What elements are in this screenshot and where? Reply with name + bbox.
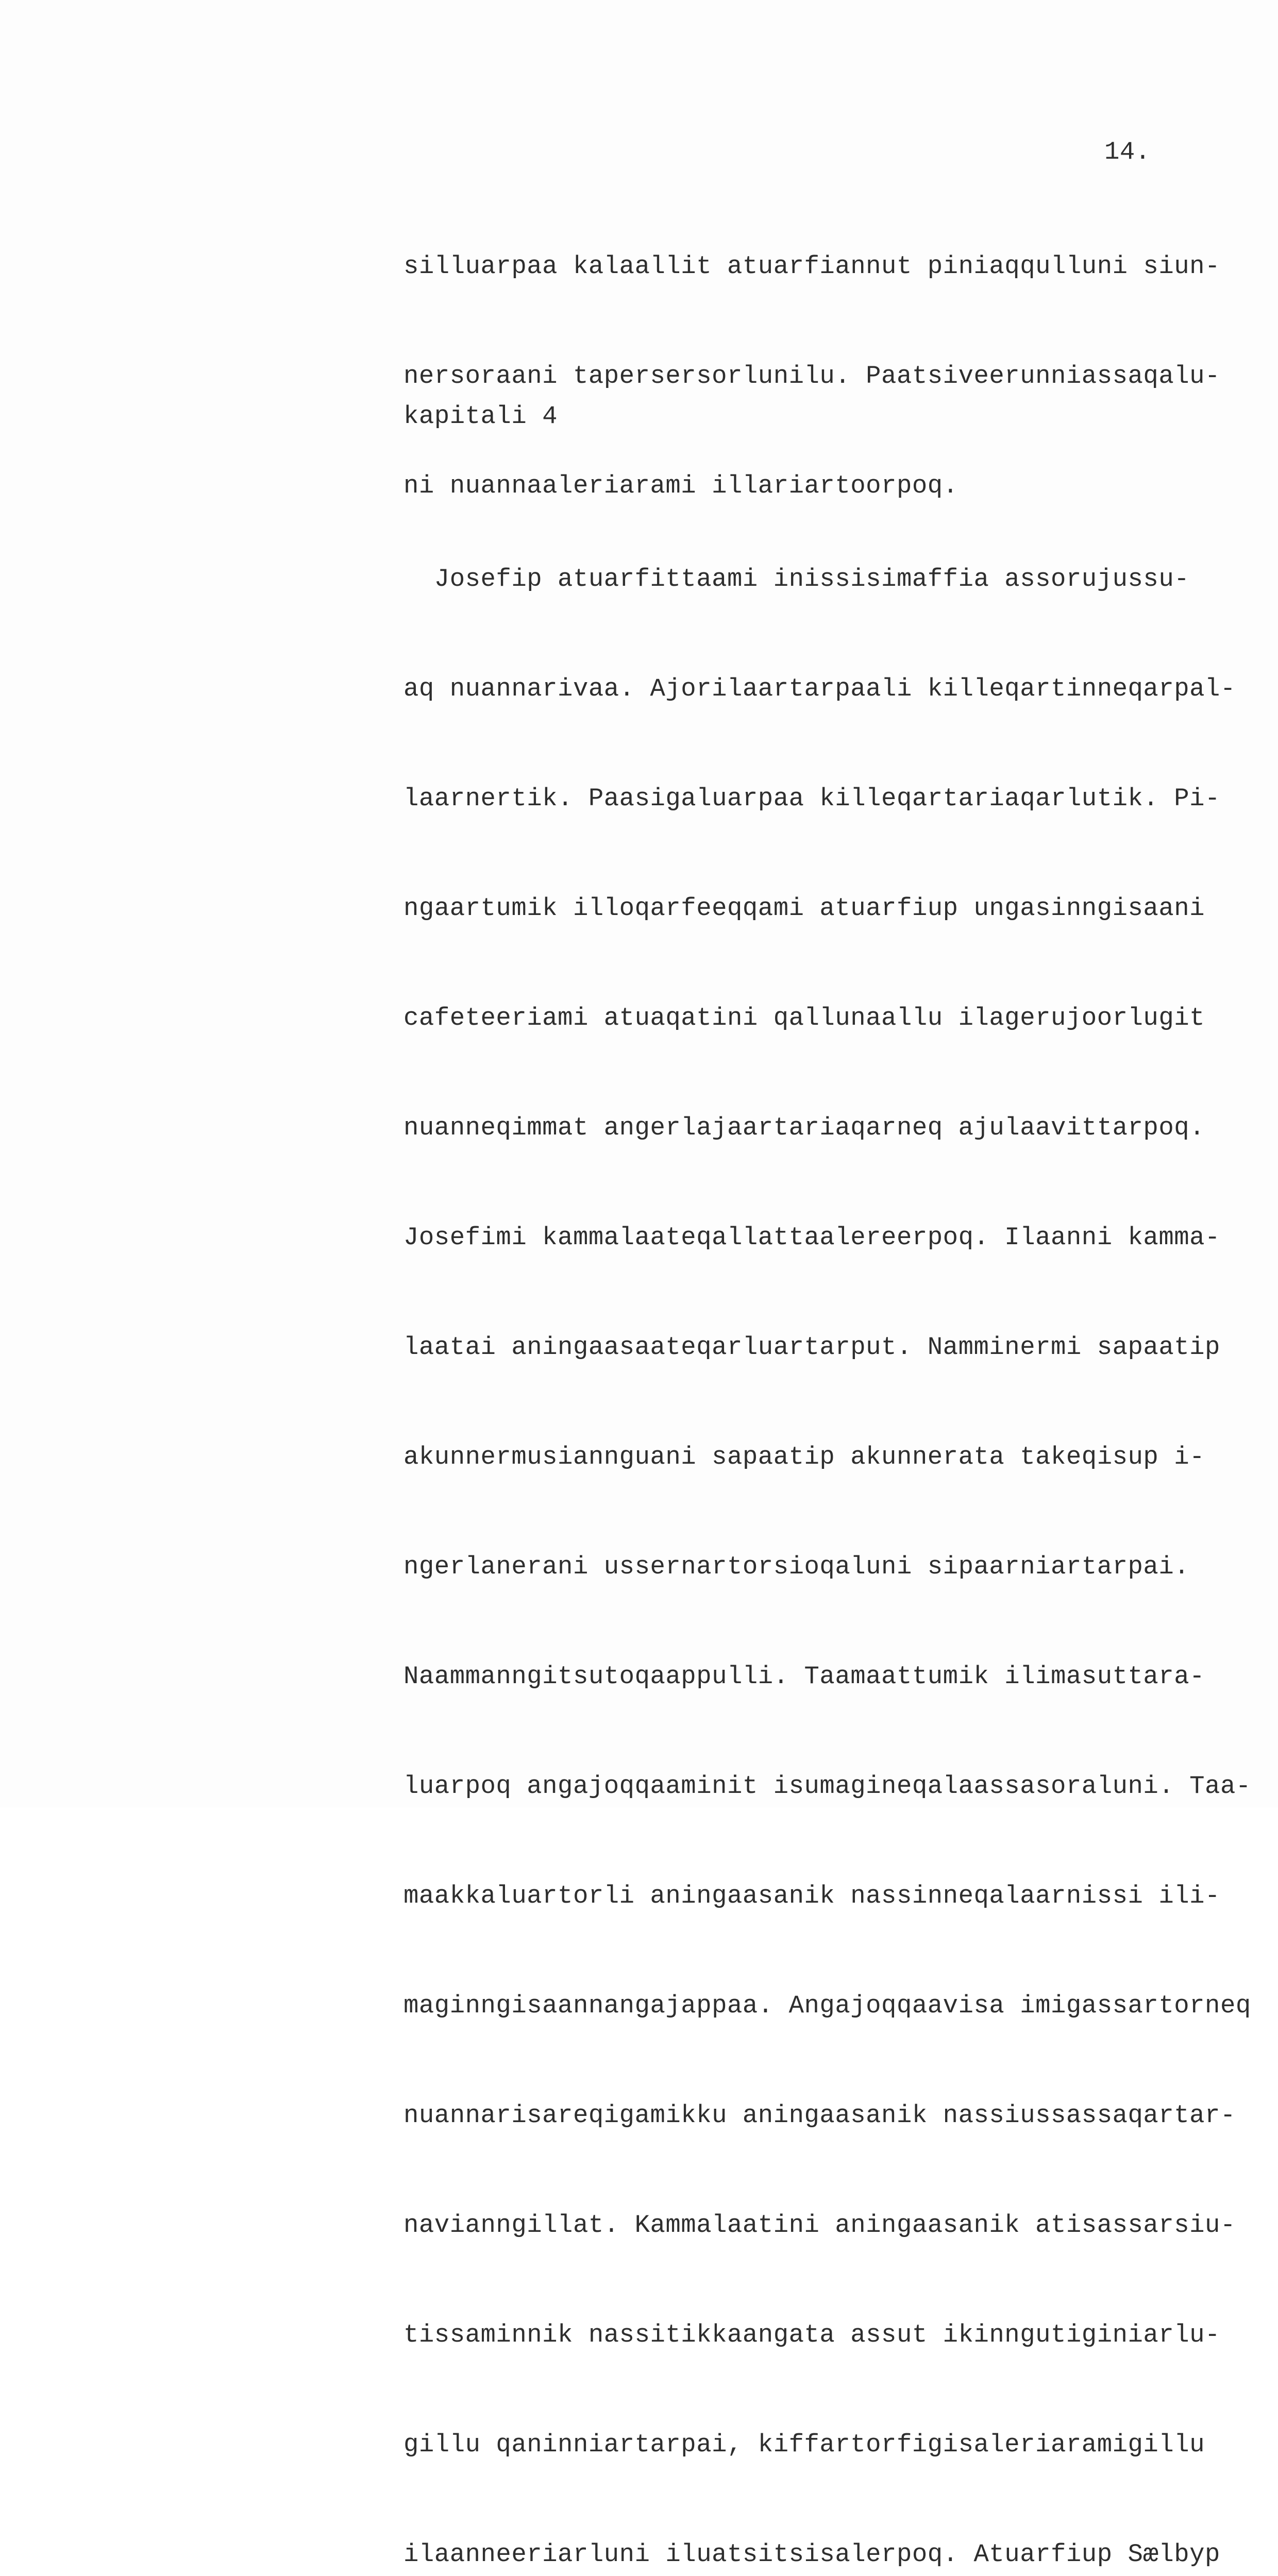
text-line: cafeteeriami atuaqatini qallunaallu ilagerujoorlugit [403,1004,1205,1032]
text-line: Naammanngitsutoqaappulli. Taamaattumik ilimasuttara- [403,1662,1205,1691]
text-line: tissaminnik nassitikkaangata assut ikinngutiginiarlu- [403,2320,1220,2349]
text-line: maginngisaannangajappaa. Angajoqqaavisa imigassartorneq [403,1991,1251,2020]
text-line: navianngillat. Kammalaatini aningaasanik atisassarsiu- [403,2211,1236,2240]
text-line: nuanneqimmat angerlajaartariaqarneq ajulaavittarpoq. [403,1113,1205,1142]
text-line: Josefimi kammalaateqallattaalereerpoq. Ilaanni kamma- [403,1223,1220,1252]
text-line: ngaartumik illoqarfeeqqami atuarfiup ungasinngisaani [403,894,1205,923]
text-line: akunnermusiannguani sapaatip akunnerata takeqisup i- [403,1443,1205,1471]
text-line: ngerlanerani ussernartorsioqaluni sipaarniartarpai. [403,1552,1190,1581]
text-line: nuannarisareqigamikku aningaasanik nassiussassaqartar- [403,2101,1236,2130]
text-line: ni nuannaaleriarami illariartoorpoq. [403,471,959,500]
text-line: nersoraani tapersersorlunilu. Paatsiveerunniassaqalu- [403,362,1220,391]
text-line: ilaanneeriarluni iluatsitsisalerpoq. Atuarfiup Sælbyp [403,2540,1220,2569]
page-number: 14. [1104,138,1151,166]
text-line: silluarpaa kalaallit atuarfiannut piniaqqulluni siun- [403,252,1220,281]
text-line: laatai aningaasaateqarluartarput. Namminermi sapaatip [403,1333,1220,1362]
body-paragraph [403,496,1251,2576]
chapter-heading: kapitali 4 [403,402,558,431]
text-line: maakkaluartorli aningaasanik nassinneqalaarnissi ili- [403,1882,1220,1910]
text-line: Josefip atuarfittaami inissisimaffia assorujussu- [403,565,1190,594]
text-line: laarnertik. Paasigaluarpaa killeqartariaqarlutik. Pi- [403,784,1220,813]
text-line: aq nuannarivaa. Ajorilaartarpaali killeqartinneqarpal- [403,674,1236,703]
text-line: luarpoq angajoqqaaminit isumagineqalaassasoraluni. Taa- [403,1772,1251,1801]
text-line: gillu qaninniartarpai, kiffartorfigisaleriaramigillu [403,2430,1205,2459]
